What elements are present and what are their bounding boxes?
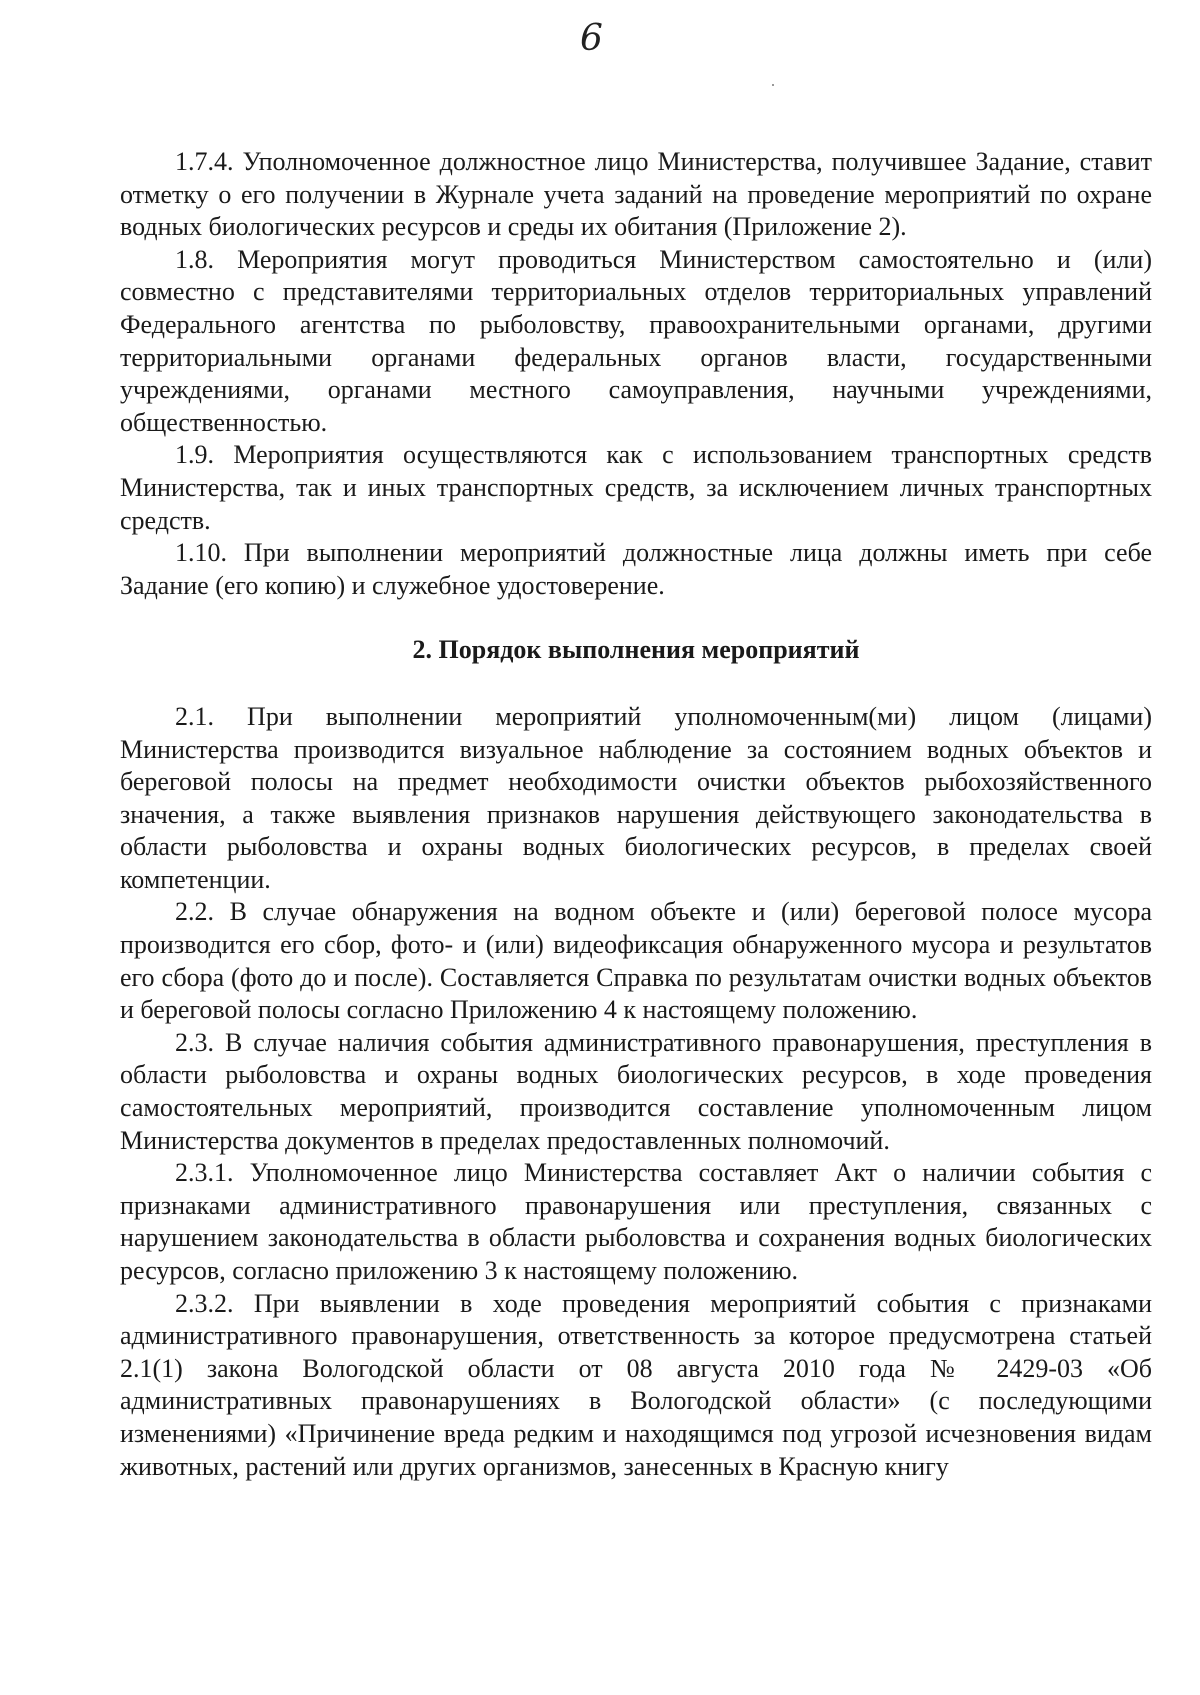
paragraph-2-3: 2.3. В случае наличия события административного правонарушения, преступления в области рыболовства и охраны водных биологических ресурсов, в ходе проведения самостоятельных мероприятий, производится составление уполномоченным лицом Министерства документов в пределах предоставленных полномочий. xyxy=(120,1027,1152,1155)
section-heading: 2. Порядок выполнения мероприятий xyxy=(412,635,860,665)
document-body xyxy=(120,146,1152,1483)
paragraph-2-1: 2.1. При выполнении мероприятий уполномоченным(ми) лицом (лицами) Министерства производится визуальное наблюдение за состоянием водных объектов и береговой полосы на предмет необходимости очистки объектов рыбохозяйственного значения, а также выявления признаков нарушения действующего законодательства в области рыболовства и охраны водных биологических ресурсов, в пределах своей компетенции. xyxy=(120,701,1152,894)
paragraph-2-3-1: 2.3.1. Уполномоченное лицо Министерства составляет Акт о наличии события с признаками административного правонарушения или преступления, связанных с нарушением законодательства в области рыболовства и сохранения водных биологических ресурсов, согласно приложению 3 к настоящему положению. xyxy=(120,1158,1152,1285)
paragraph-1-7-4: 1.7.4. Уполномоченное должностное лицо Министерства, получившее Задание, ставит отметку о его получении в Журнале учета заданий на проведение мероприятий по охране водных биологических ресурсов и среды их обитания (Приложение 2). xyxy=(120,147,1152,242)
page-number: 6 xyxy=(580,18,603,59)
paragraph-2-2: 2.2. В случае обнаружения на водном объекте и (или) береговой полосе мусора производится его сбор, фото- и (или) видеофиксация обнаруженного мусора и результатов его сбора (фото до и после). Составляется Справка по результатам очистки водных объектов и береговой полосы согласно Приложению 4 к настоящему положению. xyxy=(120,897,1152,1025)
paragraph-2-3-2: 2.3.2. При выявлении в ходе проведения мероприятий события с признаками административного правонарушения, ответственность за которое предусмотрена статьей 2.1(1) закона Вологодской области от 08 августа 2010 года № 2429-03 «Об административных правонарушениях в Вологодской области» (с последующими изменениями) «Причинение вреда редким и находящимся под угрозой исчезновения видам животных, растений или других организмов, занесенных в Красную книгу xyxy=(120,1288,1152,1481)
scan-artifact xyxy=(772,84,774,86)
paragraph-1-8: 1.8. Мероприятия могут проводиться Министерством самостоятельно и (или) совместно с представителями территориальных отделов территориальных управлений Федерального агентства по рыболовству, правоохранительными органами, другими территориальными органами федеральных органов власти, государственными учреждениями, органами местного самоуправления, научными учреждениями, общественностью. xyxy=(120,244,1152,437)
paragraph-1-10: 1.10. При выполнении мероприятий должностные лица должны иметь при себе Задание (его копию) и служебное удостоверение. xyxy=(120,538,1152,600)
paragraph-1-9: 1.9. Мероприятия осуществляются как с использованием транспортных средств Министерства, так и иных транспортных средств, за исключением личных транспортных средств. xyxy=(120,440,1152,535)
